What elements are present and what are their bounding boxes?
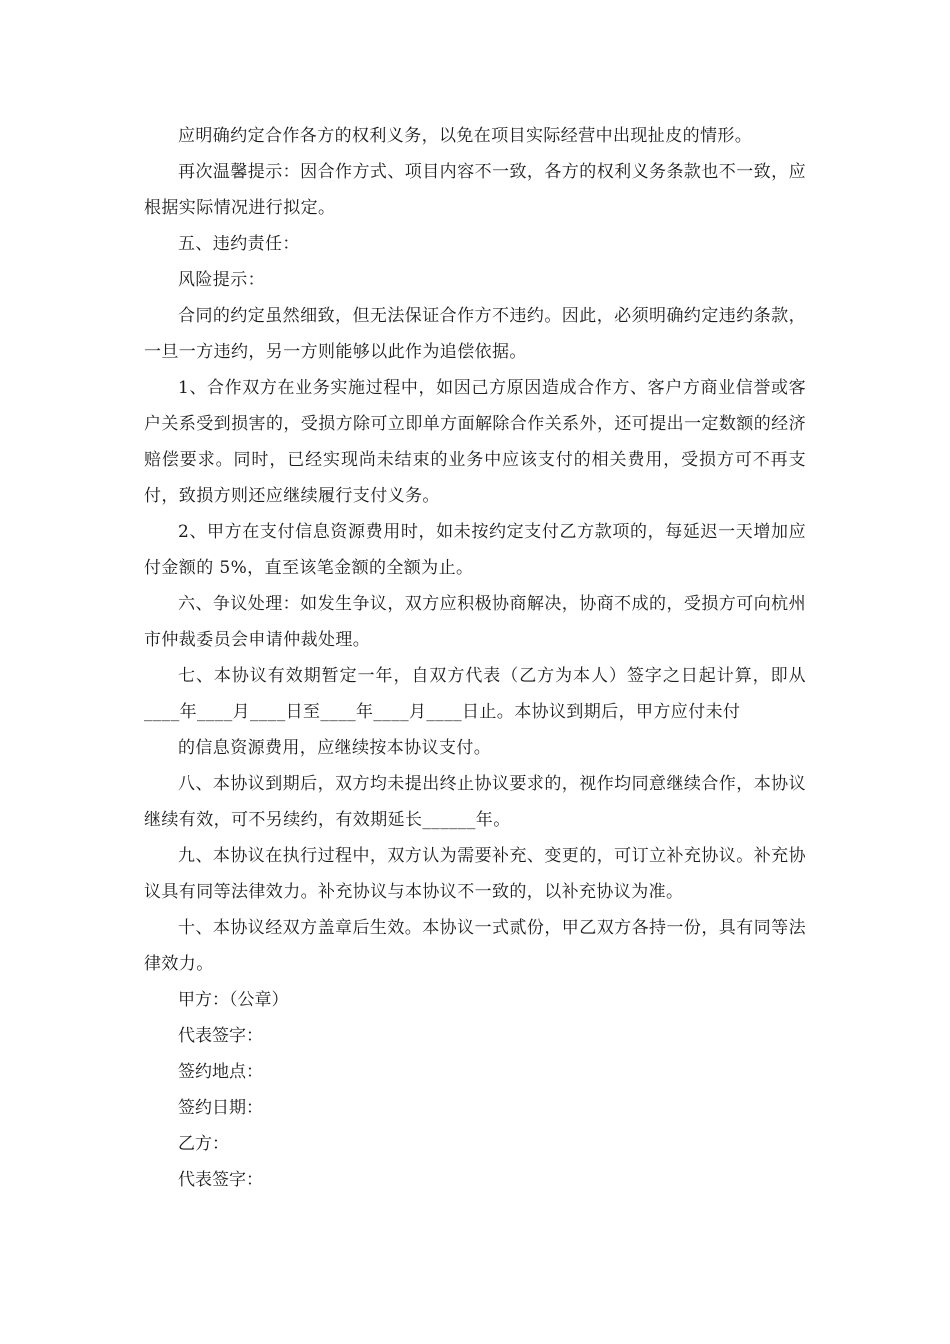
signature-block [144, 982, 806, 1198]
party-b-representative-signature: 代表签字： [178, 1170, 263, 1190]
heading-risk-notice: 风险提示： [178, 270, 265, 290]
paragraph-breach-clause: 合同的约定虽然细致，但无法保证合作方不违约。因此，必须明确约定违约条款，一旦一方违约，另一方则能够以此作为追偿依据。 [144, 306, 806, 362]
paragraph-reminder: 再次温馨提示：因合作方式、项目内容不一致，各方的权利义务条款也不一致，应根据实际情况进行拟定。 [144, 162, 806, 218]
signing-date: 签约日期： [178, 1098, 263, 1118]
clause-validity-period: 七、本协议有效期暂定一年，自双方代表（乙方为本人）签字之日起计算，即从____年____月____日至____年____月____日止。本协议到期后，甲方应付未付 [144, 666, 806, 722]
clause-validity-continued: 的信息资源费用，应继续按本协议支付。 [178, 738, 492, 758]
clause-breach-1: 1、合作双方在业务实施过程中，如因己方原因造成合作方、客户方商业信誉或客户关系受到损害的，受损方除可立即单方面解除合作关系外，还可提出一定数额的经济赔偿要求。同时，已经实现尚未结束的业务中应该支付的相关费用，受损方可不再支付，致损方则还应继续履行支付义务。 [144, 378, 806, 506]
heading-breach-liability: 五、违约责任： [178, 234, 300, 254]
paragraph-rights-obligations: 应明确约定合作各方的权利义务，以免在项目实际经营中出现扯皮的情形。 [178, 126, 753, 146]
signing-place: 签约地点： [178, 1062, 263, 1082]
document-page [144, 118, 806, 1198]
clause-effectiveness: 十、本协议经双方盖章后生效。本协议一式贰份，甲乙双方各持一份，具有同等法律效力。 [144, 918, 806, 974]
party-b: 乙方： [178, 1134, 229, 1154]
clause-dispute-resolution: 六、争议处理：如发生争议，双方应积极协商解决，协商不成的，受损方可向杭州市仲裁委员会申请仲裁处理。 [144, 594, 806, 650]
clause-supplement: 九、本协议在执行过程中，双方认为需要补充、变更的，可订立补充协议。补充协议具有同等法律效力。补充协议与本协议不一致的，以补充协议为准。 [144, 846, 806, 902]
clause-breach-2: 2、甲方在支付信息资源费用时，如未按约定支付乙方款项的，每延迟一天增加应付金额的 5%，直至该笔金额的全额为止。 [144, 522, 806, 578]
clause-renewal: 八、本协议到期后，双方均未提出终止协议要求的，视作均同意继续合作，本协议继续有效，可不另续约，有效期延长______年。 [144, 774, 806, 830]
party-a-seal: 甲方：（公章） [178, 990, 289, 1010]
party-a-representative-signature: 代表签字： [178, 1026, 263, 1046]
